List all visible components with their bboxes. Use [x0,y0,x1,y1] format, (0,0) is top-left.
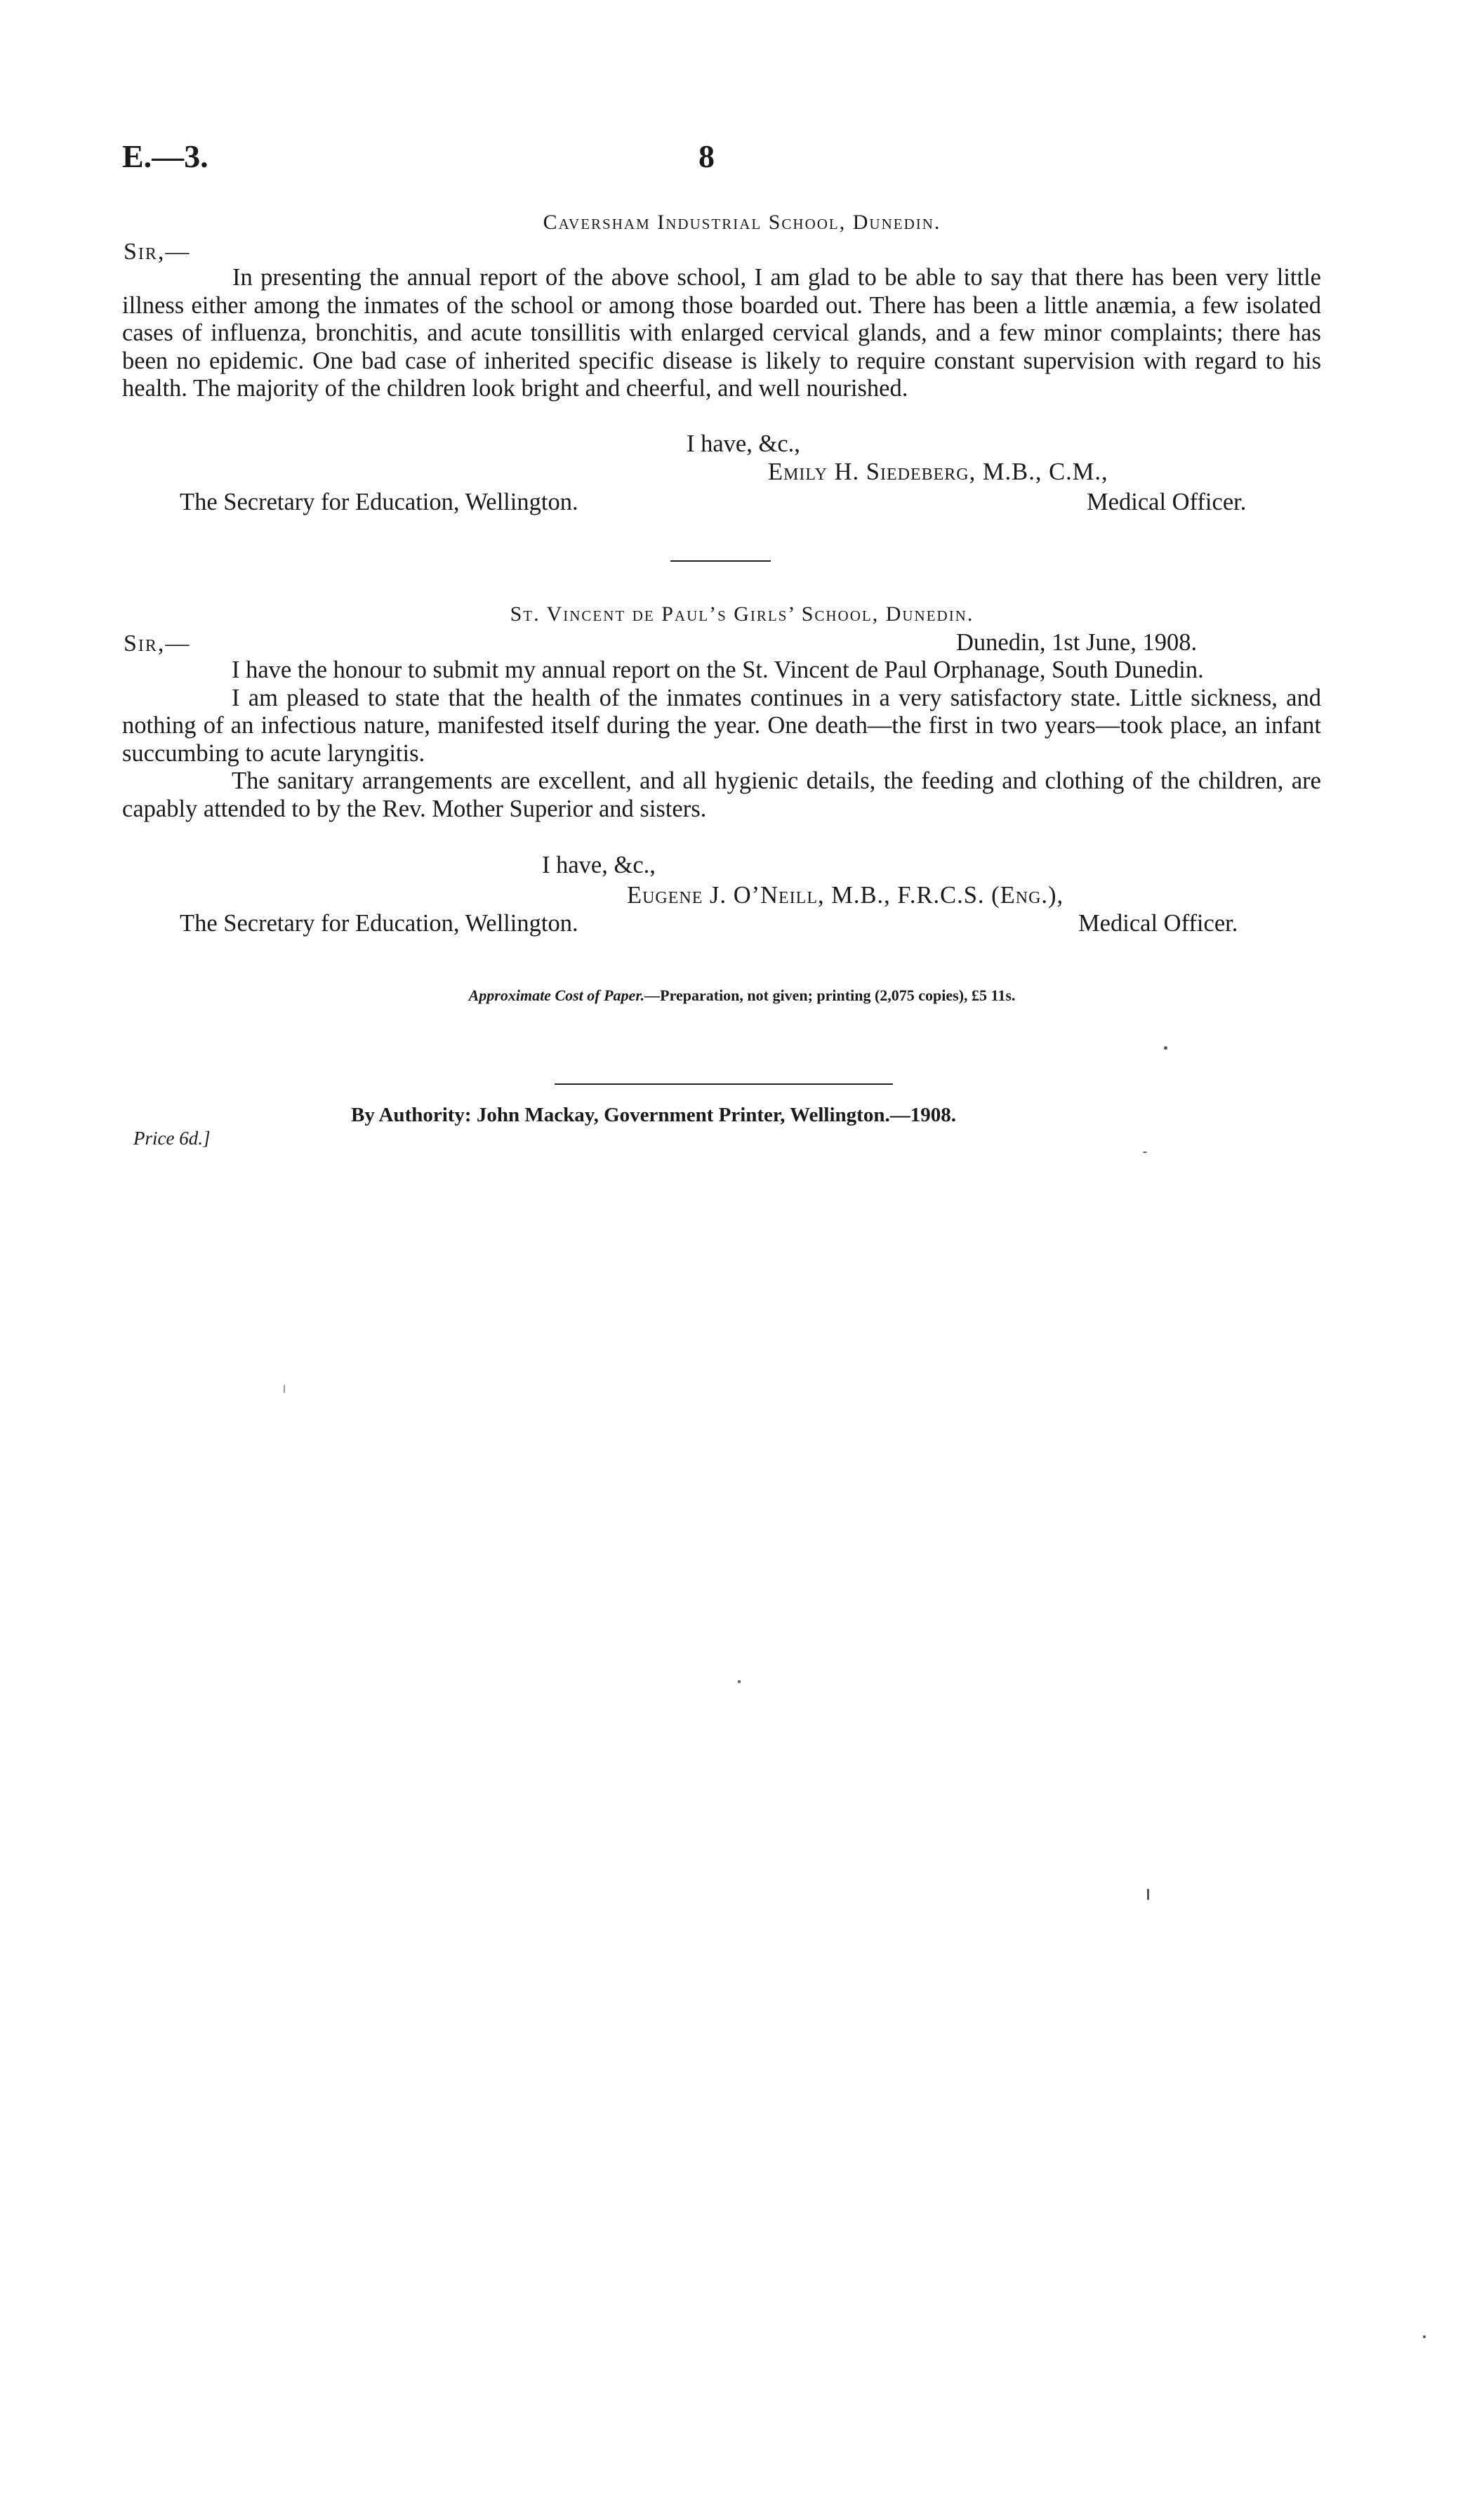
signatory-2 [627,882,1064,909]
cost-of-paper [0,987,1484,1005]
salutation-1: Sir,— [124,239,191,265]
scan-speck [1423,2335,1426,2338]
addressee-2: The Secretary for Education, Wellington. [180,910,578,937]
section-title-caversham: Caversham Industrial School, Dunedin. [543,211,941,234]
scan-speck [1147,1889,1149,1900]
printer-authority: By Authority: John Mackay, Government Printer, Wellington.—1908. [351,1104,956,1126]
page-number: 8 [698,138,715,174]
paragraph: In presenting the annual report of the above school, I am glad to be able to say that there has been very little illness either among the inmates of the school or among those boarded out. There has been a little anæmia, a few isolated cases of influenza, bronchitis, and acute tonsillitis with enlarged cervical glands, and a few minor complaints; there has been no epidemic. One bad case of inherited specific disease is likely to require constant supervision with regard to his health. The majority of the children look bright and cheerful, and well nourished. [122,264,1321,402]
document-code: E.—3. [122,138,208,174]
closing-2: I have, &c., [542,852,656,878]
cost-label: Approximate Cost of Paper. [468,987,645,1004]
section-title-st-vincent: St. Vincent de Paul’s Girls’ School, Dunedin. [510,602,974,626]
role-2: Medical Officer. [1078,910,1238,937]
price-note: Price 6d.] [133,1128,211,1149]
scan-speck [1143,1152,1147,1153]
signatory-1: Emily H. Siedeberg, M.B., C.M., [768,459,1108,485]
footer-divider [555,1083,893,1085]
report-body-st-vincent [122,657,1321,823]
report-body-caversham [122,264,1321,403]
closing-1: I have, &c., [687,430,800,457]
section-divider [670,560,771,562]
salutation-2: Sir,— [124,631,191,657]
signatory-name: Eugene J. O’Neill, M.B., F.R.C.S. (Eng.), [627,882,1064,909]
addressee-1: The Secretary for Education, Wellington. [180,489,578,515]
scan-speck [284,1385,285,1393]
scan-speck [1164,1046,1167,1050]
role-1: Medical Officer. [1087,489,1247,515]
paragraph: The sanitary arrangements are excellent, and all hygienic details, the feeding and clothing of the children, are capably attended to by the Rev. Mother Superior and sisters. [122,767,1321,822]
paragraph: I am pleased to state that the health of the inmates continues in a very satisfactory state. Little sickness, and nothing of an infectious nature, manifested itself during the year. One death—the first in two years—took place, an infant succumbing to acute laryngitis. [122,684,1321,767]
cost-text: —Preparation, not given; printing (2,075 copies), £5 11s. [644,987,1016,1004]
letter-date: Dunedin, 1st June, 1908. [956,629,1198,656]
scan-speck [738,1680,741,1683]
paragraph: I have the honour to submit my annual report on the St. Vincent de Paul Orphanage, South Dunedin. [232,657,1204,683]
